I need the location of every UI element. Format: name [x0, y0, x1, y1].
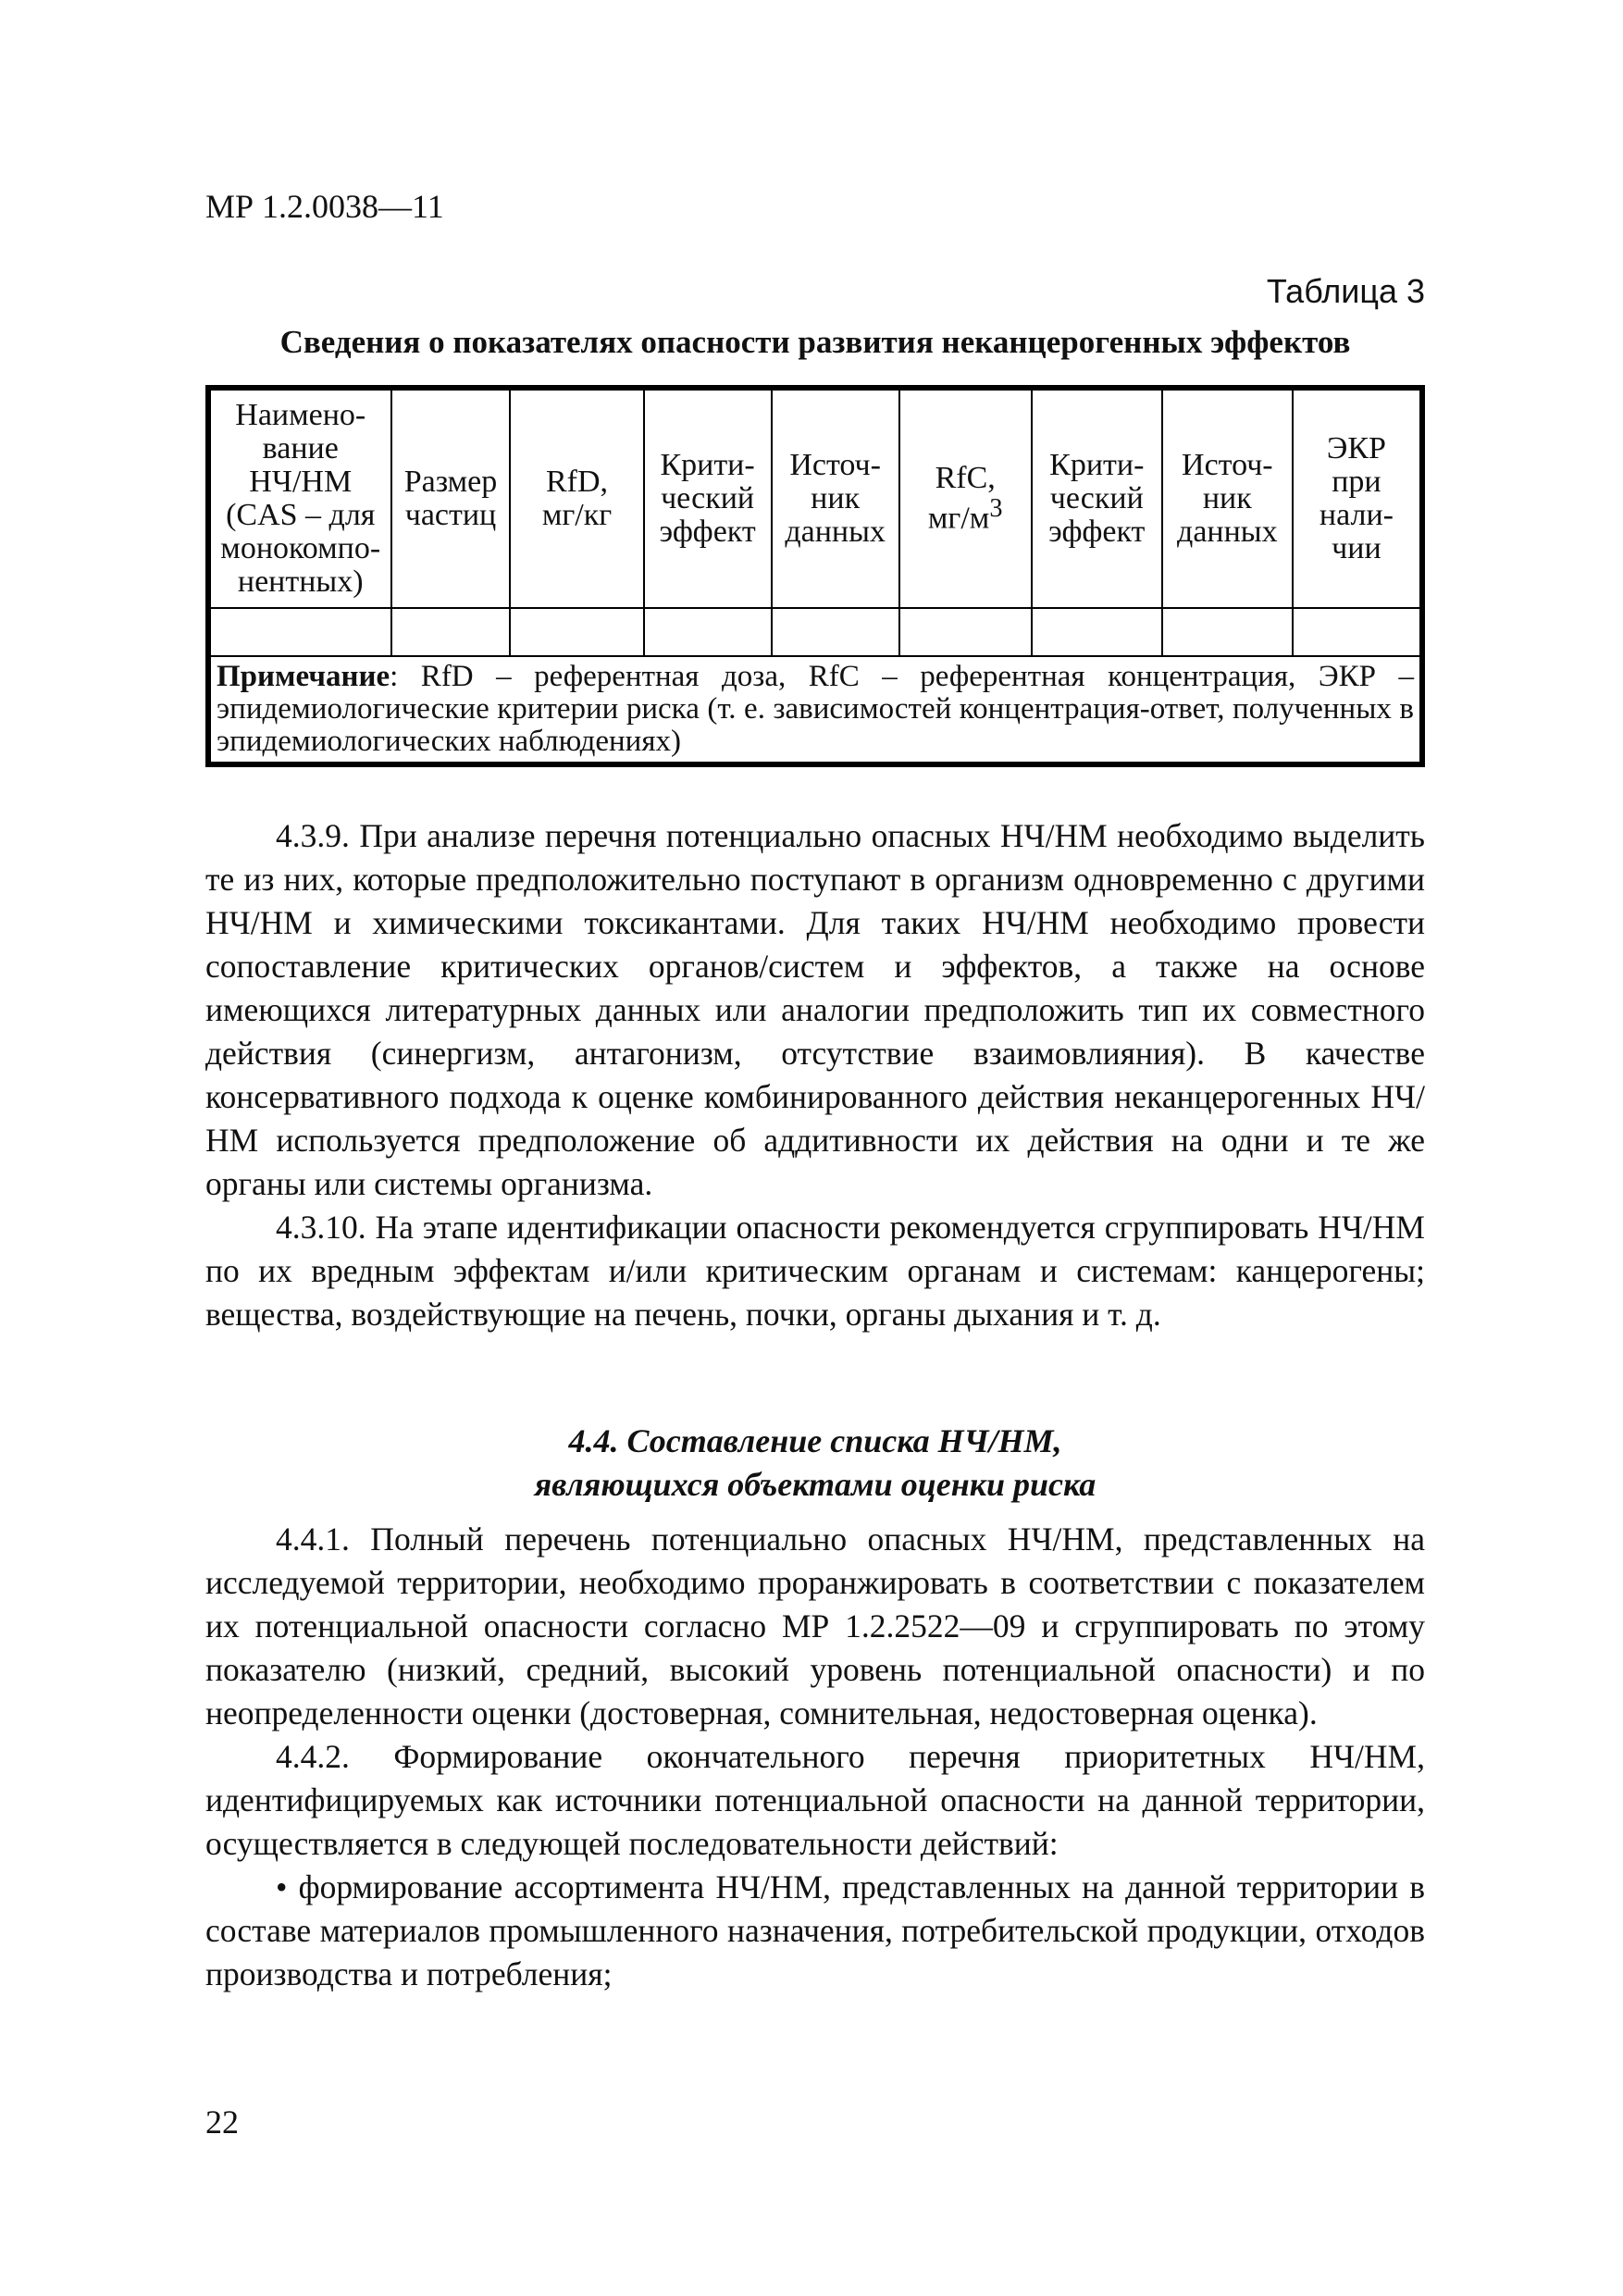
table-cell [644, 608, 772, 656]
table-cell [208, 608, 391, 656]
table-note [208, 656, 1422, 764]
note-label: Примечание [217, 660, 390, 693]
table-cell [1293, 608, 1422, 656]
column-header-particle-size: Размер частиц [391, 388, 511, 608]
table-cell [1032, 608, 1162, 656]
section-heading-4-4 [205, 1420, 1425, 1507]
section-heading-line-2: являющихся объектами оценки риска [534, 1466, 1096, 1503]
body-section-4-3 [205, 814, 1425, 1336]
note-text: : RfD – референтная доза, RfC – референтная концентрация, ЭКР – эпидемиологические критерии риска (т. е. зависимостей концентрация-ответ, полученных в эпидемиологических наблюдениях) [217, 660, 1414, 758]
column-header-critical-effect-1: Крити- ческий эффект [644, 388, 772, 608]
table-header-row [208, 388, 1422, 608]
table-cell [391, 608, 511, 656]
column-header-rfd: RfD, мг/кг [510, 388, 643, 608]
table-cell [899, 608, 1032, 656]
hazard-indicators-table [205, 385, 1425, 767]
document-code: МР 1.2.0038—11 [205, 188, 444, 225]
table-title: Сведения о показателях опасности развития неканцерогенных эффектов [279, 324, 1351, 360]
paragraph-4-4-1: 4.4.1. Полный перечень потенциально опасных НЧ/НМ, представленных на исследуемой территории, необходимо проранжировать в соответствии с показателем их потенциальной опасности согласно МР 1.2.2522—09 и сгруппировать по этому показателю (низкий, средний, высокий уровень потенциальной опасности) и по неопределенности оценки (достоверная, сомнительная, недостоверная оценка). [205, 1520, 1425, 1731]
column-header-data-source-2: Источ- ник данных [1162, 388, 1293, 608]
paragraph-4-3-9: 4.3.9. При анализе перечня потенциально опасных НЧ/НМ необходимо выделить те из них, которые предположительно поступают в организм одновременно с другими НЧ/НМ и химическими токсикантами. Для таких НЧ/НМ необходимо провести сопоставление критических органов/систем и эффектов, а также на основе имеющихся литературных данных или аналогии предположить тип их совместного действия (синергизм, антагонизм, отсутствие взаимовлияния). В качестве консервативного подхода к оценке комбинированного действия неканцерогенных НЧ/НМ используется предположение об аддитивности их действия на одни и те же органы или системы организма. [205, 817, 1425, 1202]
paragraph-4-4-2: 4.4.2. Формирование окончательного перечня приоритетных НЧ/НМ, идентифицируемых как источники потенциальной опасности на данной территории, осуществляется в следующей последовательности действий: [205, 1738, 1425, 1862]
table-cell [772, 608, 899, 656]
paragraph-4-3-10: 4.3.10. На этапе идентификации опасности рекомендуется сгруппировать НЧ/НМ по их вредным эффектам и/или критическим органам и системам: канцерогены; вещества, воздействующие на печень, почки, органы дыхания и т. д. [205, 1209, 1425, 1333]
table-cell [510, 608, 643, 656]
bullet-item-1: • формирование ассортимента НЧ/НМ, представленных на данной территории в составе материалов промышленного назначения, потребительской продукции, отходов производства и потребления; [205, 1868, 1425, 1992]
column-header-data-source-1: Источ- ник данных [772, 388, 899, 608]
table-empty-row [208, 608, 1422, 656]
table-note-row [208, 656, 1422, 764]
page-number: 22 [205, 2104, 239, 2141]
section-heading-line-1: 4.4. Составление списка НЧ/НМ, [568, 1422, 1062, 1459]
column-header-rfc: RfC, $мг/м^3$ [899, 388, 1032, 608]
table-label: Таблица 3 [1266, 272, 1425, 310]
column-header-critical-effect-2: Крити- ческий эффект [1032, 388, 1162, 608]
table-cell [1162, 608, 1293, 656]
column-header-name: Наимено- вание НЧ/НМ (CAS – для монокомпо- нентных) [208, 388, 391, 608]
body-section-4-4 [205, 1518, 1425, 1996]
column-header-ekr: ЭКР при нали- чии [1293, 388, 1422, 608]
